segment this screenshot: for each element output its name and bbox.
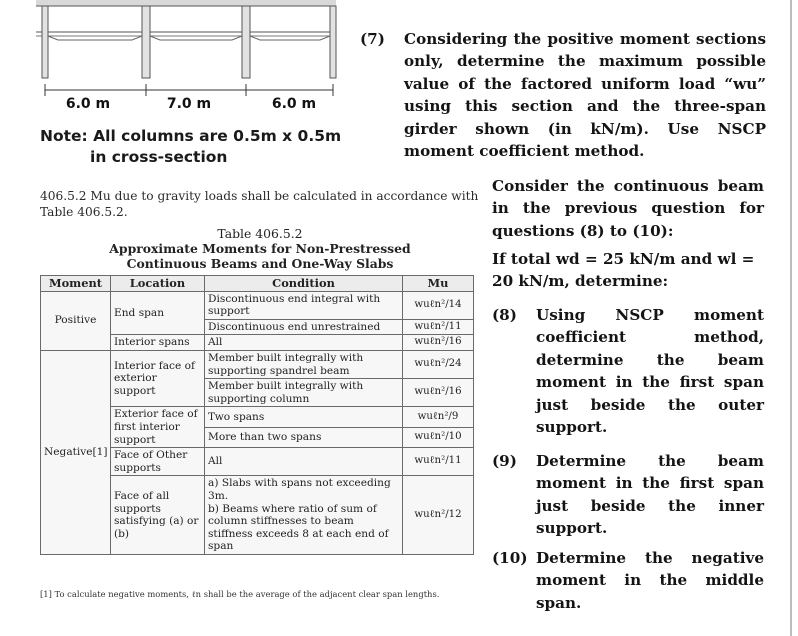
mu-cell: wuℓn²/11: [403, 319, 474, 335]
column-1: [42, 6, 48, 78]
condition-cell: Discontinuous end integral with support: [205, 291, 403, 319]
column-3: [242, 6, 250, 78]
column-4: [330, 6, 336, 78]
location-end-span: End span: [111, 291, 205, 335]
code-clause: 406.5.2 Mu due to gravity loads shall be calculated in accordance with Table 406.5.2.: [40, 189, 479, 219]
condition-b: b) Beams where ratio of sum of column stiffnesses to beam stiffness exceeds 8 at each end of span: [208, 502, 389, 553]
question-8-number: (8): [492, 306, 517, 324]
question-8: [492, 304, 764, 438]
header-condition: Condition: [205, 276, 403, 292]
table-title: [40, 226, 480, 271]
question-9-number: (9): [492, 452, 517, 470]
span-label-2: 7.0 m: [166, 96, 212, 112]
condition-cell: [205, 476, 403, 555]
condition-cell: Member built integrally with supporting column: [205, 379, 403, 407]
table-row: [41, 350, 474, 378]
location-first-interior-support: Exterior face of first interior support: [111, 407, 205, 448]
header-mu: Mu: [403, 276, 474, 292]
question-7-number: (7): [360, 30, 385, 48]
three-span-frame-diagram: [34, 0, 364, 112]
moment-coefficient-table: [40, 275, 474, 555]
given-line-1: If total wd = 25 kN/m and wl =: [492, 250, 755, 268]
given-line-2: 20 kN/m, determine:: [492, 272, 669, 291]
note-line-2: in cross-section: [90, 148, 228, 166]
location-exterior-support: Interior face of exterior support: [111, 350, 205, 406]
note-line-1: Note: All columns are 0.5m x 0.5m: [40, 127, 342, 145]
condition-cell: Two spans: [205, 407, 403, 427]
question-7: [360, 28, 766, 162]
condition-cell: Discontinuous end unrestrained: [205, 319, 403, 335]
question-9-text: Determine the beam moment in the first span just beside the inner support.: [536, 452, 764, 538]
span-label-1: 6.0 m: [65, 96, 111, 112]
condition-cell: More than two spans: [205, 427, 403, 447]
moment-positive: Positive: [41, 291, 111, 350]
question-10: [492, 547, 764, 614]
mu-cell: wuℓn²/14: [403, 291, 474, 319]
header-location: Location: [111, 276, 205, 292]
location-all-supports: Face of all supports satisfying (a) or (b): [111, 476, 205, 555]
table-title-line-2: Continuous Beams and One-Way Slabs: [126, 256, 394, 271]
mu-cell: wuℓn²/9: [403, 407, 474, 427]
location-other-supports: Face of Other supports: [111, 448, 205, 476]
question-10-number: (10): [492, 549, 528, 567]
mu-cell: wuℓn²/12: [403, 476, 474, 555]
span-label-3: 6.0 m: [271, 96, 317, 112]
condition-cell: All: [205, 335, 403, 351]
mu-cell: wuℓn²/11: [403, 448, 474, 476]
location-interior-spans: Interior spans: [111, 335, 205, 351]
question-10-text: Determine the negative moment in the middle span.: [536, 549, 764, 612]
questions-intro: Consider the continuous beam in the previous question for questions (8) to (10):: [492, 177, 764, 240]
question-7-text: Considering the positive moment sections only, determine the maximum possible value of the factored uniform load “wu” using this section and the three-span girder shown (in kN/m). Use NSCP moment coefficient method.: [404, 30, 766, 161]
condition-cell: All: [205, 448, 403, 476]
table-header-row: [41, 276, 474, 292]
given-loads: [492, 248, 764, 293]
table-title-line-1: Approximate Moments for Non-Prestressed: [109, 241, 411, 256]
page-edge-divider: [790, 0, 792, 636]
table-row: [41, 291, 474, 319]
question-8-text: Using NSCP moment coefficient method, determine the beam moment in the first span just beside the outer support.: [536, 306, 764, 437]
condition-a: a) Slabs with spans not exceeding 3m.: [208, 477, 391, 502]
mu-cell: wuℓn²/16: [403, 335, 474, 351]
condition-cell: Member built integrally with supporting spandrel beam: [205, 350, 403, 378]
column-2: [142, 6, 150, 78]
mu-cell: wuℓn²/10: [403, 427, 474, 447]
mu-cell: wuℓn²/24: [403, 350, 474, 378]
question-9: [492, 450, 764, 540]
header-moment: Moment: [41, 276, 111, 292]
table-number: Table 406.5.2: [217, 226, 303, 241]
column-size-note: [40, 126, 370, 168]
table-footnote: [1] To calculate negative moments, ℓn shall be the average of the adjacent clear span lengths.: [40, 589, 440, 599]
moment-negative: Negative[1]: [41, 350, 111, 554]
mu-cell: wuℓn²/16: [403, 379, 474, 407]
